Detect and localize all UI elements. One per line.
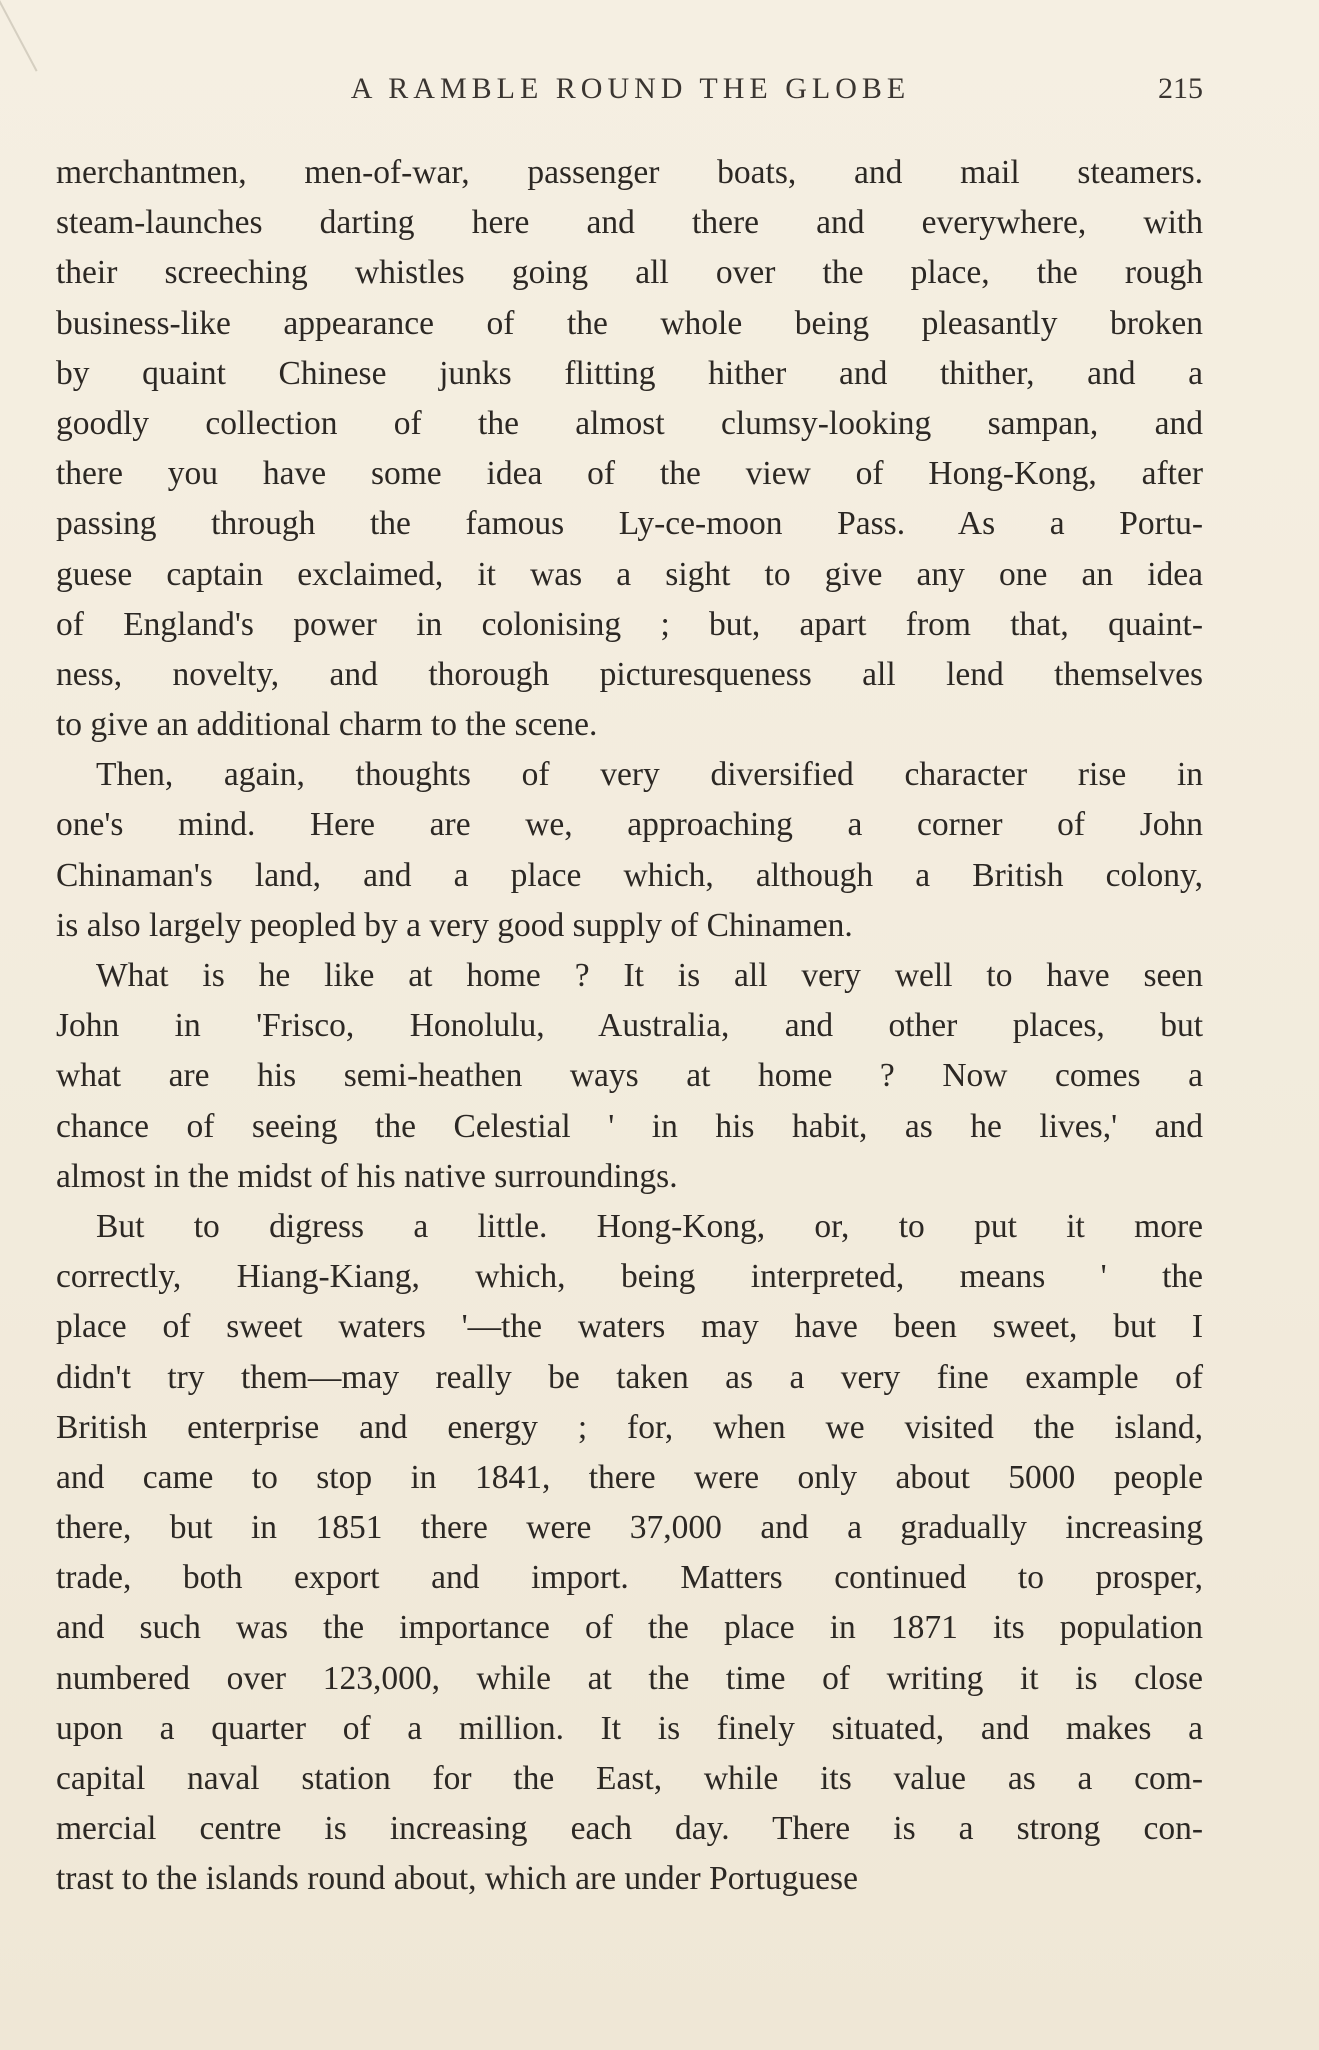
running-title: A RAMBLE ROUND THE GLOBE <box>350 72 911 105</box>
text-line: what are his semi-heathen ways at home ? Now comes a <box>56 1057 1203 1095</box>
page-number: 215 <box>1158 72 1203 105</box>
text-line: there you have some idea of the view of Hong-Kong, after <box>56 455 1203 493</box>
text-line: passing through the famous Ly-ce-moon Pass. As a Portu- <box>56 505 1203 543</box>
text-line: John in 'Frisco, Honolulu, Australia, and other places, but <box>56 1007 1203 1045</box>
text-line: there, but in 1851 there were 37,000 and a gradually increasing <box>56 1509 1203 1547</box>
page-header <box>58 72 1203 122</box>
text-line: Then, again, thoughts of very diversified character rise in <box>96 756 1203 794</box>
text-line: guese captain exclaimed, it was a sight to give any one an idea <box>56 555 1203 593</box>
text-line: British enterprise and energy ; for, when we visited the island, <box>56 1408 1203 1446</box>
paragraph <box>56 750 1203 951</box>
text-line: trade, both export and import. Matters continued to prosper, <box>56 1559 1203 1597</box>
text-line: one's mind. Here are we, approaching a corner of John <box>56 806 1203 844</box>
text-line: business-like appearance of the whole being pleasantly broken <box>56 304 1203 342</box>
body-text <box>56 148 1203 1905</box>
text-line: Chinaman's land, and a place which, although a British colony, <box>56 856 1203 894</box>
text-line: mercial centre is increasing each day. There is a strong con- <box>56 1810 1203 1848</box>
text-line: is also largely peopled by a very good supply of Chinamen. <box>56 906 853 944</box>
text-line: chance of seeing the Celestial ' in his habit, as he lives,' and <box>56 1107 1203 1145</box>
text-line: ness, novelty, and thorough picturesqueness all lend themselves <box>56 655 1203 693</box>
text-line: place of sweet waters '—the waters may have been sweet, but I <box>56 1308 1203 1346</box>
text-line: What is he like at home ? It is all very well to have seen <box>96 957 1203 994</box>
text-line: almost in the midst of his native surroundings. <box>56 1157 678 1195</box>
text-line: merchantmen, men-of-war, passenger boats, and mail steamers. <box>56 154 1203 191</box>
text-line: numbered over 123,000, while at the time of writing it is close <box>56 1659 1203 1697</box>
text-line: But to digress a little. Hong-Kong, or, to put it more <box>96 1207 1203 1245</box>
text-line: and such was the importance of the place in 1871 its population <box>56 1609 1203 1647</box>
text-line: their screeching whistles going all over the place, the rough <box>56 254 1203 292</box>
text-line: and came to stop in 1841, there were only about 5000 people <box>56 1458 1203 1496</box>
paragraph <box>56 951 1203 1202</box>
paragraph <box>56 148 1203 750</box>
paragraph <box>56 1202 1203 1905</box>
text-line: goodly collection of the almost clumsy-looking sampan, and <box>56 404 1203 442</box>
text-line: steam-launches darting here and there and everywhere, with <box>56 204 1203 242</box>
text-line: trast to the islands round about, which are under Portuguese <box>56 1860 858 1898</box>
text-line: by quaint Chinese junks flitting hither and thither, and a <box>56 354 1203 392</box>
text-line: to give an additional charm to the scene. <box>56 706 598 744</box>
text-line: of England's power in colonising ; but, apart from that, quaint- <box>56 605 1203 643</box>
text-line: correctly, Hiang-Kiang, which, being interpreted, means ' the <box>56 1258 1203 1296</box>
text-line: upon a quarter of a million. It is finely situated, and makes a <box>56 1709 1203 1747</box>
page-edge-mark <box>0 0 38 72</box>
text-line: capital naval station for the East, while its value as a com- <box>56 1760 1203 1797</box>
text-line: didn't try them—may really be taken as a very fine example of <box>56 1358 1203 1396</box>
